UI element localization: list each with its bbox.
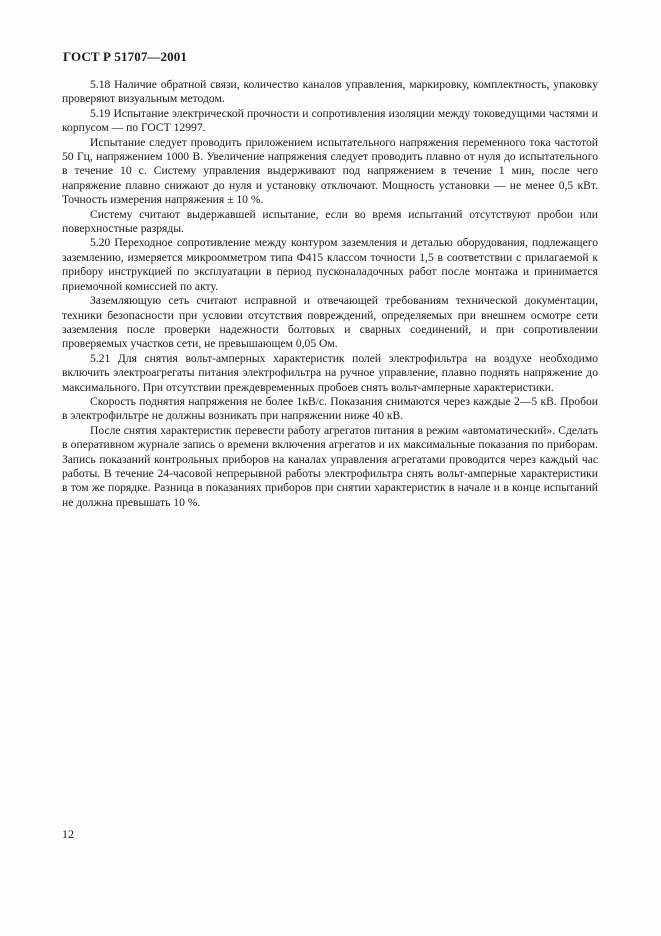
paragraph-automatic-mode: После снятия характеристик перевести работу агрегатов питания в режим «автоматический». Сделать в оперативном журнале запись о времени включения агрегатов и их максимальные показания по приборам. Запись показаний контрольных приборов на каналах управления агрегатами проводится через каждый час работы. В течение 24-часовой непрерывной работы электрофильтра снять вольт-амперные характеристики в том же порядке. Разница в показаниях приборов при снятии характеристик в начале и в конце испытаний не должна превышать 10 %. (62, 423, 598, 509)
paragraph-5-19: 5.19 Испытание электрической прочности и сопротивления изоляции между токоведущими частями и корпусом — по ГОСТ 12997. (62, 106, 598, 135)
paragraph-5-18: 5.18 Наличие обратной связи, количество каналов управления, маркировку, комплектность, упаковку проверяют визуальным методом. (62, 78, 598, 106)
paragraph-5-20: 5.20 Переходное сопротивление между контуром заземления и деталью оборудования, подлежащего заземлению, измеряется микроомметром типа Ф415 классом точности 1,5 в соответствии с прилагаемой к прибору инструкцией по эксплуатации в период пусконаладочных работ после монтажа и принимается приемочной комиссией по акту. (62, 236, 598, 293)
page-number: 12 (62, 827, 74, 841)
document-header: ГОСТ Р 51707—2001 (63, 49, 187, 64)
paragraph-grounding-network: Заземляющую сеть считают исправной и отвечающей требованиям технической документации, техники безопасности при условии отсутствия повреждений, определяемых при внешнем осмотре сети заземления после проверки надежности болтовых и сварных соединений, и при сопротивлении проверяемых участков сети, не превышающем 0,05 Ом. (62, 294, 598, 351)
paragraph-voltage-rate: Скорость поднятия напряжения не более 1кВ/с. Показания снимаются через каждые 2—5 кВ. Пробои в электрофильтре не должны возникать при напряжении ниже 40 кВ. (62, 394, 598, 423)
paragraph-test-criterion: Систему считают выдержавшей испытание, если во время испытаний отсутствуют пробои или поверхностные разряды. (62, 207, 598, 236)
paragraph-5-21: 5.21 Для снятия вольт-амперных характеристик полей электрофильтра на воздухе необходимо включить электроагрегаты питания электрофильтра на ручное управление, плавно поднять напряжение до максимального. При отсутствии преждевременных пробоев снять вольт-амперные характеристики. (62, 351, 598, 394)
paragraph-test-procedure: Испытание следует проводить приложением испытательного напряжения переменного тока частотой 50 Гц, напряжением 1000 В. Увеличение напряжения следует проводить плавно от нуля до испытательного в течение 10 с. Систему управления выдерживают под напряжением в течение 1 мин, после чего напряжение плавно снижают до нуля и установку отключают. Мощность установки — не менее 0,5 кВт. Точность измерения напряжения ± 10 %. (62, 135, 598, 207)
document-body (62, 78, 598, 510)
